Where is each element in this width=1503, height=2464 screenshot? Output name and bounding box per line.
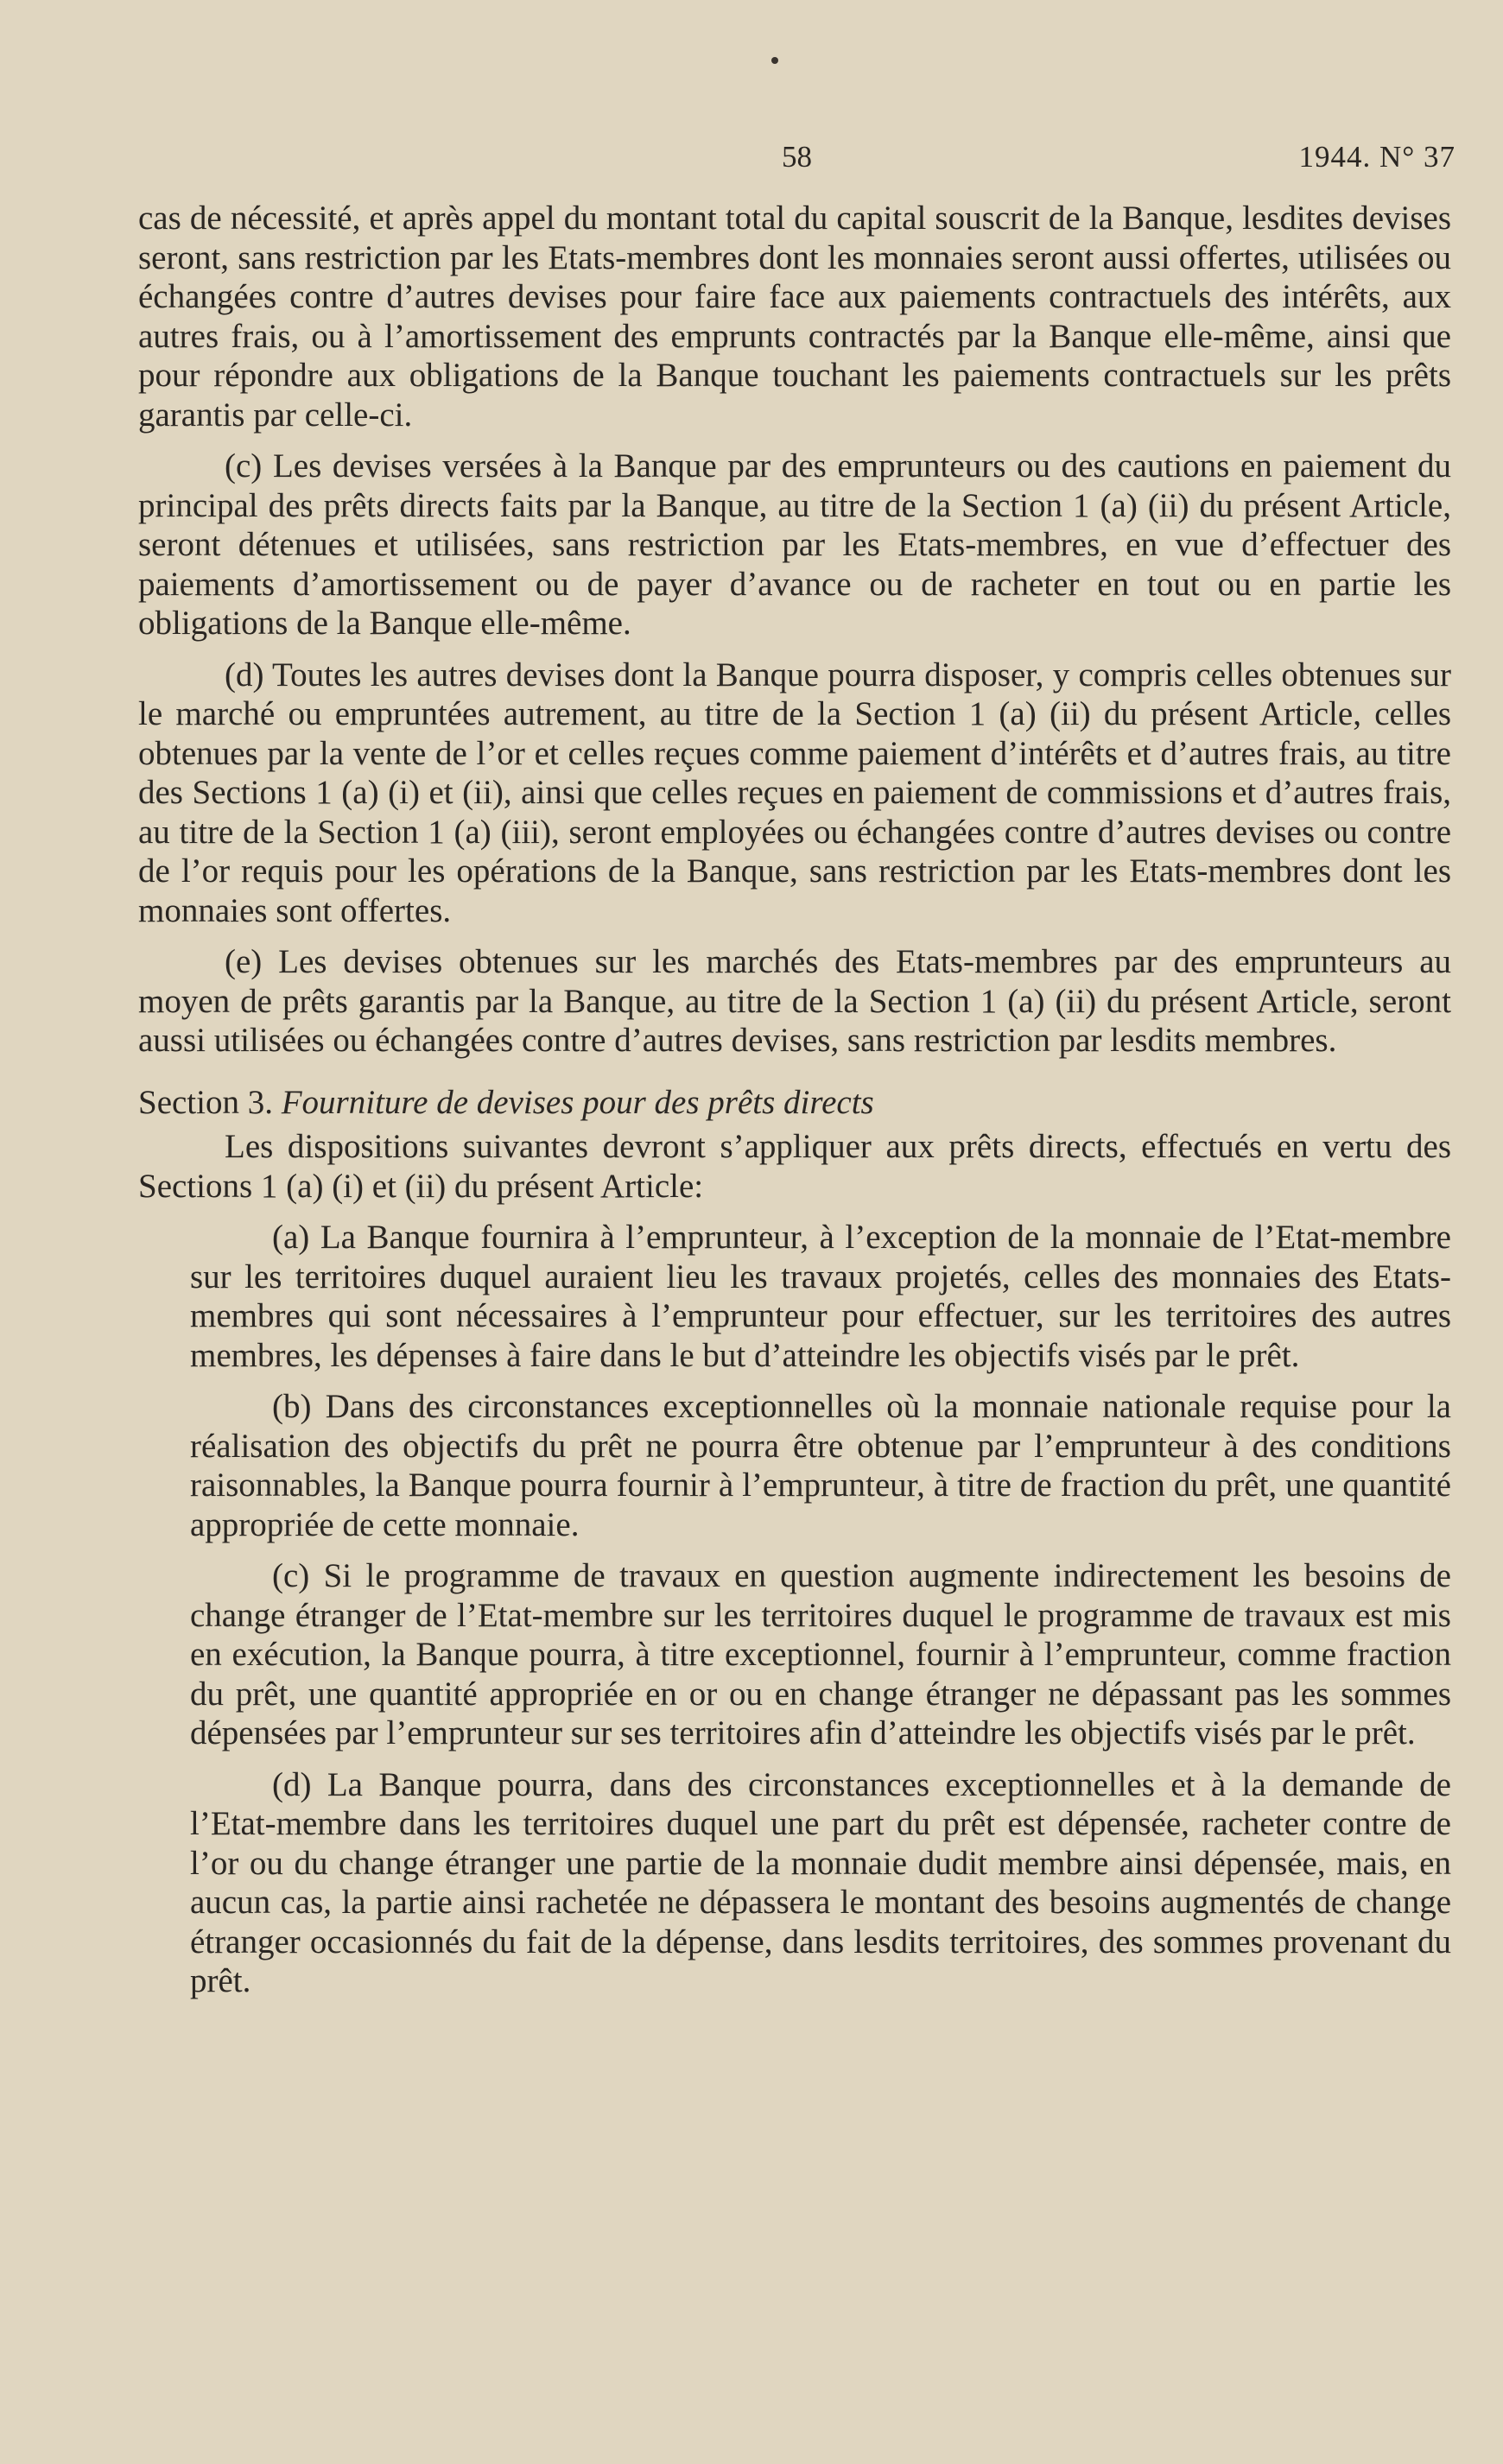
- page-dot-mark: [771, 57, 778, 64]
- paragraph-e: (e) Les devises obtenues sur les marchés des Etats-membres par des emprunteurs au moyen de prêts garantis par la Banque, au titre de la Section 1 (a) (ii) du présent Article, seront aussi utilisées ou échangées contre d’autres devises, sans restriction par lesdits membres.: [138, 943, 1451, 1059]
- paragraph-d: (d) Toutes les autres devises dont la Banque pourra disposer, y compris celles obtenues sur le marché ou empruntées autrement, au titre de la Section 1 (a) (ii) du présent Article, celles obtenues par la vente de l’or et celles reçues comme paiement d’intérêts et d’autres frais, au titre des Sections 1 (a) (i) et (ii), ainsi que celles reçues en paiement de commissions et d’autres frais, au titre de la Section 1 (a) (iii), seront employées ou échangées contre d’autres devises ou contre de l’or requis pour les opérations de la Banque, sans restriction par les Etats-membres dont les monnaies sont offertes.: [138, 656, 1451, 929]
- section-heading: [138, 1083, 1451, 1123]
- section-item-b: (b) Dans des circonstances exceptionnelles où la monnaie nationale requise pour la réalisation des objectifs du prêt ne pourra être obtenue par l’emprunteur à des conditions raisonnables, la Banque pourra fournir à l’emprunteur, à titre de fraction du prêt, une quantité appropriée de cette monnaie.: [190, 1388, 1451, 1543]
- section-number: Section 3.: [138, 1083, 273, 1121]
- section-title: Fourniture de devises pour des prêts directs: [281, 1083, 874, 1121]
- page-number: 58: [782, 140, 812, 174]
- page-header: [0, 131, 1503, 183]
- section-intro: Les dispositions suivantes devront s’appliquer aux prêts directs, effectués en vertu des Sections 1 (a) (i) et (ii) du présent Article:: [138, 1128, 1451, 1205]
- section-item-a: (a) La Banque fournira à l’emprunteur, à l’exception de la monnaie de l’Etat-membre sur les territoires duquel auraient lieu les travaux projetés, celles des monnaies des Etats-membres qui sont nécessaires à l’emprunteur pour effectuer, sur les territoires des autres membres, les dépenses à faire dans le but d’atteindre les objectifs visés par le prêt.: [190, 1219, 1451, 1374]
- document-reference: 1944. N° 37: [1298, 140, 1455, 174]
- section-item-d: (d) La Banque pourra, dans des circonstances exceptionnelles et à la demande de l’Etat-membre dans les territoires duquel une part du prêt est dépensée, racheter contre de l’or ou du change étranger une partie de la monnaie dudit membre ainsi dépensée, mais, en aucun cas, la partie ainsi rachetée ne dépassera le montant des besoins augmentés de change étranger occasionnés du fait de la dépense, dans lesdits territoires, des sommes provenant du prêt.: [190, 1765, 1451, 1999]
- paragraph-continuation: cas de nécessité, et après appel du montant total du capital souscrit de la Banque, lesdites devises seront, sans restriction par les Etats-membres dont les monnaies seront aussi offertes, utilisées ou échangées contre d’autres devises pour faire face aux paiements contractuels des intérêts, aux autres frais, ou à l’amortissement des emprunts contractés par la Banque elle-même, ainsi que pour répondre aux obligations de la Banque touchant les paiements contractuels sur les prêts garantis par celle-ci.: [138, 200, 1451, 434]
- section-item-c: (c) Si le programme de travaux en question augmente indirectement les besoins de change étranger de l’Etat-membre sur les territoires duquel le programme de travaux est mis en exécution, la Banque pourra, à titre exceptionnel, fournir à l’emprunteur, comme fraction du prêt, une quantité appropriée en or ou en change étranger ne dépassant pas les sommes dépensées par l’emprunteur sur ses territoires afin d’atteindre les objectifs visés par le prêt.: [190, 1557, 1451, 1751]
- document-body: [138, 199, 1451, 2013]
- paragraph-c: (c) Les devises versées à la Banque par des emprunteurs ou des cautions en paiement du principal des prêts directs faits par la Banque, au titre de la Section 1 (a) (ii) du présent Article, seront détenues et utilisées, sans restriction par les Etats-membres, en vue d’effectuer des paiements d’amortissement ou de payer d’avance ou de racheter en tout ou en partie les obligations de la Banque elle-même.: [138, 447, 1451, 642]
